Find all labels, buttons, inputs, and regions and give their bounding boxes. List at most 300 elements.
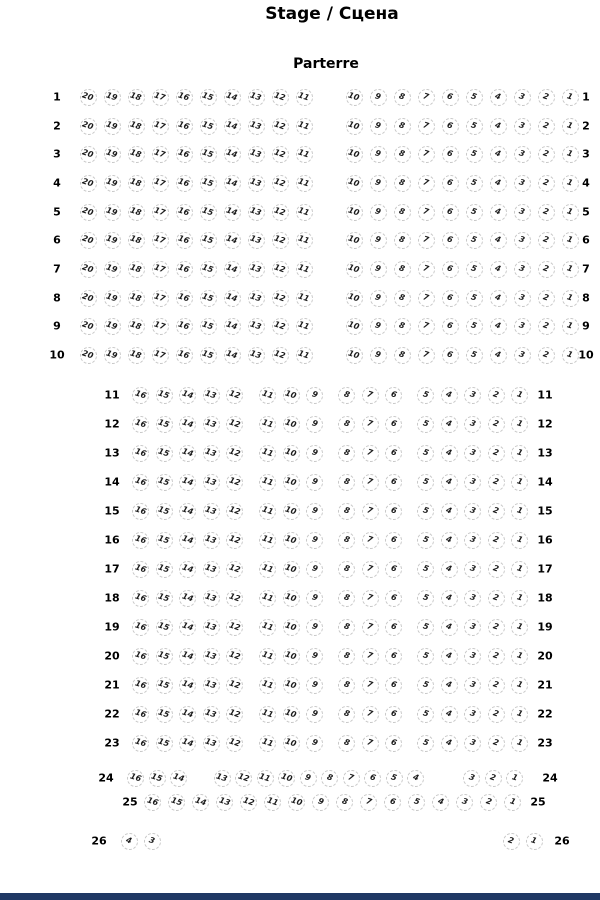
- seat-row6-1[interactable]: [562, 232, 579, 249]
- seat-row6-20[interactable]: [80, 232, 97, 249]
- seat-row12-4[interactable]: [441, 416, 458, 433]
- seat-row25-10[interactable]: [288, 794, 305, 811]
- seat-row10-13[interactable]: [248, 347, 265, 364]
- seat-row13-6[interactable]: [385, 445, 402, 462]
- seat-row19-11[interactable]: [259, 619, 276, 636]
- seat-row7-10[interactable]: [346, 261, 363, 278]
- seat-row5-14[interactable]: [224, 204, 241, 221]
- seat-row7-18[interactable]: [128, 261, 145, 278]
- seat-row4-1[interactable]: [562, 175, 579, 192]
- seat-row14-2[interactable]: [488, 474, 505, 491]
- seat-row17-8[interactable]: [338, 561, 355, 578]
- seat-row1-4[interactable]: [490, 89, 507, 106]
- seat-row22-7[interactable]: [362, 706, 379, 723]
- seat-row9-15[interactable]: [200, 318, 217, 335]
- seat-row14-4[interactable]: [441, 474, 458, 491]
- seat-row8-11[interactable]: [296, 290, 313, 307]
- seat-row11-6[interactable]: [385, 387, 402, 404]
- seat-row11-12[interactable]: [226, 387, 243, 404]
- seat-row2-20[interactable]: [80, 118, 97, 135]
- seat-row21-14[interactable]: [179, 677, 196, 694]
- seat-row25-14[interactable]: [192, 794, 209, 811]
- seat-row14-9[interactable]: [306, 474, 323, 491]
- seat-row23-6[interactable]: [385, 735, 402, 752]
- seat-row4-7[interactable]: [418, 175, 435, 192]
- seat-row11-13[interactable]: [203, 387, 220, 404]
- seat-row5-19[interactable]: [104, 204, 121, 221]
- seat-row19-5[interactable]: [417, 619, 434, 636]
- seat-row10-4[interactable]: [490, 347, 507, 364]
- seat-row23-15[interactable]: [156, 735, 173, 752]
- seat-row24-5[interactable]: [386, 770, 403, 787]
- seat-row20-10[interactable]: [283, 648, 300, 665]
- seat-row2-12[interactable]: [272, 118, 289, 135]
- seat-row17-2[interactable]: [488, 561, 505, 578]
- seat-row3-13[interactable]: [248, 146, 265, 163]
- seat-row7-16[interactable]: [176, 261, 193, 278]
- seat-row1-9[interactable]: [370, 89, 387, 106]
- seat-row17-6[interactable]: [385, 561, 402, 578]
- seat-row20-11[interactable]: [259, 648, 276, 665]
- seat-row9-1[interactable]: [562, 318, 579, 335]
- seat-row7-11[interactable]: [296, 261, 313, 278]
- seat-row3-2[interactable]: [538, 146, 555, 163]
- seat-row26-4[interactable]: [121, 833, 138, 850]
- seat-row23-13[interactable]: [203, 735, 220, 752]
- seat-row20-14[interactable]: [179, 648, 196, 665]
- seat-row4-18[interactable]: [128, 175, 145, 192]
- seat-row3-17[interactable]: [152, 146, 169, 163]
- seat-row25-12[interactable]: [240, 794, 257, 811]
- seat-row18-15[interactable]: [156, 590, 173, 607]
- seat-row24-6[interactable]: [364, 770, 381, 787]
- seat-row20-12[interactable]: [226, 648, 243, 665]
- seat-row13-16[interactable]: [132, 445, 149, 462]
- seat-row7-3[interactable]: [514, 261, 531, 278]
- seat-row2-15[interactable]: [200, 118, 217, 135]
- seat-row7-12[interactable]: [272, 261, 289, 278]
- seat-row2-4[interactable]: [490, 118, 507, 135]
- seat-row8-14[interactable]: [224, 290, 241, 307]
- seat-row21-11[interactable]: [259, 677, 276, 694]
- seat-row17-14[interactable]: [179, 561, 196, 578]
- seat-row9-20[interactable]: [80, 318, 97, 335]
- seat-row16-16[interactable]: [132, 532, 149, 549]
- seat-row9-17[interactable]: [152, 318, 169, 335]
- seat-row3-18[interactable]: [128, 146, 145, 163]
- seat-row14-11[interactable]: [259, 474, 276, 491]
- seat-row7-13[interactable]: [248, 261, 265, 278]
- seat-row5-1[interactable]: [562, 204, 579, 221]
- seat-row19-4[interactable]: [441, 619, 458, 636]
- seat-row13-4[interactable]: [441, 445, 458, 462]
- seat-row13-1[interactable]: [511, 445, 528, 462]
- seat-row15-3[interactable]: [464, 503, 481, 520]
- seat-row23-4[interactable]: [441, 735, 458, 752]
- seat-row4-2[interactable]: [538, 175, 555, 192]
- seat-row19-14[interactable]: [179, 619, 196, 636]
- seat-row22-4[interactable]: [441, 706, 458, 723]
- seat-row13-10[interactable]: [283, 445, 300, 462]
- seat-row25-9[interactable]: [312, 794, 329, 811]
- seat-row1-14[interactable]: [224, 89, 241, 106]
- seat-row8-13[interactable]: [248, 290, 265, 307]
- seat-row19-1[interactable]: [511, 619, 528, 636]
- seat-row6-16[interactable]: [176, 232, 193, 249]
- seat-row19-7[interactable]: [362, 619, 379, 636]
- seat-row2-3[interactable]: [514, 118, 531, 135]
- seat-row15-5[interactable]: [417, 503, 434, 520]
- seat-row22-3[interactable]: [464, 706, 481, 723]
- seat-row15-9[interactable]: [306, 503, 323, 520]
- seat-row20-15[interactable]: [156, 648, 173, 665]
- seat-row6-13[interactable]: [248, 232, 265, 249]
- seat-row19-16[interactable]: [132, 619, 149, 636]
- seat-row10-19[interactable]: [104, 347, 121, 364]
- seat-row4-17[interactable]: [152, 175, 169, 192]
- seat-row6-18[interactable]: [128, 232, 145, 249]
- seat-row1-8[interactable]: [394, 89, 411, 106]
- seat-row5-12[interactable]: [272, 204, 289, 221]
- seat-row15-10[interactable]: [283, 503, 300, 520]
- seat-row2-9[interactable]: [370, 118, 387, 135]
- seat-row1-1[interactable]: [562, 89, 579, 106]
- seat-row4-4[interactable]: [490, 175, 507, 192]
- seat-row14-14[interactable]: [179, 474, 196, 491]
- seat-row15-12[interactable]: [226, 503, 243, 520]
- seat-row3-20[interactable]: [80, 146, 97, 163]
- seat-row16-1[interactable]: [511, 532, 528, 549]
- seat-row16-3[interactable]: [464, 532, 481, 549]
- seat-row13-12[interactable]: [226, 445, 243, 462]
- seat-row17-10[interactable]: [283, 561, 300, 578]
- seat-row10-6[interactable]: [442, 347, 459, 364]
- seat-row12-10[interactable]: [283, 416, 300, 433]
- seat-row8-6[interactable]: [442, 290, 459, 307]
- seat-row10-14[interactable]: [224, 347, 241, 364]
- seat-row12-14[interactable]: [179, 416, 196, 433]
- seat-row24-8[interactable]: [321, 770, 338, 787]
- seat-row14-7[interactable]: [362, 474, 379, 491]
- seat-row12-12[interactable]: [226, 416, 243, 433]
- seat-row23-14[interactable]: [179, 735, 196, 752]
- seat-row3-10[interactable]: [346, 146, 363, 163]
- seat-row24-12[interactable]: [235, 770, 252, 787]
- seat-row10-7[interactable]: [418, 347, 435, 364]
- seat-row25-7[interactable]: [360, 794, 377, 811]
- seat-row7-14[interactable]: [224, 261, 241, 278]
- seat-row25-8[interactable]: [336, 794, 353, 811]
- seat-row4-8[interactable]: [394, 175, 411, 192]
- seat-row8-4[interactable]: [490, 290, 507, 307]
- seat-row16-15[interactable]: [156, 532, 173, 549]
- seat-row11-3[interactable]: [464, 387, 481, 404]
- seat-row3-19[interactable]: [104, 146, 121, 163]
- seat-row9-12[interactable]: [272, 318, 289, 335]
- seat-row23-12[interactable]: [226, 735, 243, 752]
- seat-row11-1[interactable]: [511, 387, 528, 404]
- seat-row23-11[interactable]: [259, 735, 276, 752]
- seat-row1-15[interactable]: [200, 89, 217, 106]
- seat-row22-11[interactable]: [259, 706, 276, 723]
- seat-row10-1[interactable]: [562, 347, 579, 364]
- seat-row3-15[interactable]: [200, 146, 217, 163]
- seat-row14-3[interactable]: [464, 474, 481, 491]
- seat-row17-4[interactable]: [441, 561, 458, 578]
- seat-row21-13[interactable]: [203, 677, 220, 694]
- seat-row14-12[interactable]: [226, 474, 243, 491]
- seat-row21-1[interactable]: [511, 677, 528, 694]
- seat-row21-7[interactable]: [362, 677, 379, 694]
- seat-row22-13[interactable]: [203, 706, 220, 723]
- seat-row8-3[interactable]: [514, 290, 531, 307]
- seat-row17-1[interactable]: [511, 561, 528, 578]
- seat-row10-8[interactable]: [394, 347, 411, 364]
- seat-row14-8[interactable]: [338, 474, 355, 491]
- seat-row2-1[interactable]: [562, 118, 579, 135]
- seat-row1-10[interactable]: [346, 89, 363, 106]
- seat-row6-19[interactable]: [104, 232, 121, 249]
- seat-row15-15[interactable]: [156, 503, 173, 520]
- seat-row14-16[interactable]: [132, 474, 149, 491]
- seat-row24-9[interactable]: [300, 770, 317, 787]
- seat-row14-6[interactable]: [385, 474, 402, 491]
- seat-row18-11[interactable]: [259, 590, 276, 607]
- seat-row3-12[interactable]: [272, 146, 289, 163]
- seat-row23-7[interactable]: [362, 735, 379, 752]
- seat-row6-9[interactable]: [370, 232, 387, 249]
- seat-row12-9[interactable]: [306, 416, 323, 433]
- seat-row24-14[interactable]: [170, 770, 187, 787]
- seat-row22-9[interactable]: [306, 706, 323, 723]
- seat-row10-12[interactable]: [272, 347, 289, 364]
- seat-row7-9[interactable]: [370, 261, 387, 278]
- seat-row8-8[interactable]: [394, 290, 411, 307]
- seat-row24-11[interactable]: [257, 770, 274, 787]
- seat-row17-3[interactable]: [464, 561, 481, 578]
- seat-row10-20[interactable]: [80, 347, 97, 364]
- seat-row9-16[interactable]: [176, 318, 193, 335]
- seat-row22-2[interactable]: [488, 706, 505, 723]
- seat-row16-12[interactable]: [226, 532, 243, 549]
- seat-row18-4[interactable]: [441, 590, 458, 607]
- seat-row21-16[interactable]: [132, 677, 149, 694]
- seat-row8-9[interactable]: [370, 290, 387, 307]
- seat-row2-7[interactable]: [418, 118, 435, 135]
- seat-row20-9[interactable]: [306, 648, 323, 665]
- seat-row7-17[interactable]: [152, 261, 169, 278]
- seat-row4-14[interactable]: [224, 175, 241, 192]
- seat-row10-5[interactable]: [466, 347, 483, 364]
- seat-row22-5[interactable]: [417, 706, 434, 723]
- seat-row13-5[interactable]: [417, 445, 434, 462]
- seat-row8-1[interactable]: [562, 290, 579, 307]
- seat-row12-5[interactable]: [417, 416, 434, 433]
- seat-row1-19[interactable]: [104, 89, 121, 106]
- seat-row11-16[interactable]: [132, 387, 149, 404]
- seat-row18-9[interactable]: [306, 590, 323, 607]
- seat-row13-15[interactable]: [156, 445, 173, 462]
- seat-row15-11[interactable]: [259, 503, 276, 520]
- seat-row1-17[interactable]: [152, 89, 169, 106]
- seat-row5-3[interactable]: [514, 204, 531, 221]
- seat-row6-6[interactable]: [442, 232, 459, 249]
- seat-row1-20[interactable]: [80, 89, 97, 106]
- seat-row24-16[interactable]: [127, 770, 144, 787]
- seat-row20-3[interactable]: [464, 648, 481, 665]
- seat-row2-16[interactable]: [176, 118, 193, 135]
- seat-row21-6[interactable]: [385, 677, 402, 694]
- seat-row20-13[interactable]: [203, 648, 220, 665]
- seat-row18-12[interactable]: [226, 590, 243, 607]
- seat-row1-6[interactable]: [442, 89, 459, 106]
- seat-row6-7[interactable]: [418, 232, 435, 249]
- seat-row9-19[interactable]: [104, 318, 121, 335]
- seat-row9-10[interactable]: [346, 318, 363, 335]
- seat-row20-2[interactable]: [488, 648, 505, 665]
- seat-row8-19[interactable]: [104, 290, 121, 307]
- seat-row2-13[interactable]: [248, 118, 265, 135]
- seat-row8-2[interactable]: [538, 290, 555, 307]
- seat-row10-18[interactable]: [128, 347, 145, 364]
- seat-row8-16[interactable]: [176, 290, 193, 307]
- seat-row17-5[interactable]: [417, 561, 434, 578]
- seat-row1-18[interactable]: [128, 89, 145, 106]
- seat-row17-7[interactable]: [362, 561, 379, 578]
- seat-row13-14[interactable]: [179, 445, 196, 462]
- seat-row17-11[interactable]: [259, 561, 276, 578]
- seat-row2-2[interactable]: [538, 118, 555, 135]
- seat-row16-8[interactable]: [338, 532, 355, 549]
- seat-row23-10[interactable]: [283, 735, 300, 752]
- seat-row8-10[interactable]: [346, 290, 363, 307]
- seat-row16-10[interactable]: [283, 532, 300, 549]
- seat-row7-2[interactable]: [538, 261, 555, 278]
- seat-row21-10[interactable]: [283, 677, 300, 694]
- seat-row26-3[interactable]: [144, 833, 161, 850]
- seat-row4-10[interactable]: [346, 175, 363, 192]
- seat-row9-4[interactable]: [490, 318, 507, 335]
- seat-row21-12[interactable]: [226, 677, 243, 694]
- seat-row11-7[interactable]: [362, 387, 379, 404]
- seat-row20-5[interactable]: [417, 648, 434, 665]
- seat-row2-10[interactable]: [346, 118, 363, 135]
- seat-row12-16[interactable]: [132, 416, 149, 433]
- seat-row25-1[interactable]: [504, 794, 521, 811]
- seat-row9-18[interactable]: [128, 318, 145, 335]
- seat-row21-3[interactable]: [464, 677, 481, 694]
- seat-row25-2[interactable]: [480, 794, 497, 811]
- seat-row11-8[interactable]: [338, 387, 355, 404]
- seat-row18-6[interactable]: [385, 590, 402, 607]
- seat-row6-12[interactable]: [272, 232, 289, 249]
- seat-row3-16[interactable]: [176, 146, 193, 163]
- seat-row15-8[interactable]: [338, 503, 355, 520]
- seat-row4-19[interactable]: [104, 175, 121, 192]
- seat-row25-15[interactable]: [168, 794, 185, 811]
- seat-row12-7[interactable]: [362, 416, 379, 433]
- seat-row16-5[interactable]: [417, 532, 434, 549]
- seat-row22-8[interactable]: [338, 706, 355, 723]
- seat-row8-18[interactable]: [128, 290, 145, 307]
- seat-row8-15[interactable]: [200, 290, 217, 307]
- seat-row4-9[interactable]: [370, 175, 387, 192]
- seat-row15-1[interactable]: [511, 503, 528, 520]
- seat-row1-3[interactable]: [514, 89, 531, 106]
- seat-row7-6[interactable]: [442, 261, 459, 278]
- seat-row8-7[interactable]: [418, 290, 435, 307]
- seat-row18-14[interactable]: [179, 590, 196, 607]
- seat-row9-5[interactable]: [466, 318, 483, 335]
- seat-row19-9[interactable]: [306, 619, 323, 636]
- seat-row11-5[interactable]: [417, 387, 434, 404]
- seat-row22-1[interactable]: [511, 706, 528, 723]
- seat-row21-4[interactable]: [441, 677, 458, 694]
- seat-row1-11[interactable]: [296, 89, 313, 106]
- seat-row25-3[interactable]: [456, 794, 473, 811]
- seat-row12-8[interactable]: [338, 416, 355, 433]
- seat-row17-15[interactable]: [156, 561, 173, 578]
- seat-row14-5[interactable]: [417, 474, 434, 491]
- seat-row5-10[interactable]: [346, 204, 363, 221]
- seat-row6-15[interactable]: [200, 232, 217, 249]
- seat-row19-2[interactable]: [488, 619, 505, 636]
- seat-row11-9[interactable]: [306, 387, 323, 404]
- seat-row9-7[interactable]: [418, 318, 435, 335]
- seat-row23-2[interactable]: [488, 735, 505, 752]
- seat-row16-13[interactable]: [203, 532, 220, 549]
- seat-row18-7[interactable]: [362, 590, 379, 607]
- seat-row10-11[interactable]: [296, 347, 313, 364]
- seat-row22-16[interactable]: [132, 706, 149, 723]
- seat-row1-16[interactable]: [176, 89, 193, 106]
- seat-row25-16[interactable]: [144, 794, 161, 811]
- seat-row2-18[interactable]: [128, 118, 145, 135]
- seat-row18-5[interactable]: [417, 590, 434, 607]
- seat-row12-13[interactable]: [203, 416, 220, 433]
- seat-row22-10[interactable]: [283, 706, 300, 723]
- seat-row1-7[interactable]: [418, 89, 435, 106]
- seat-row5-6[interactable]: [442, 204, 459, 221]
- seat-row3-5[interactable]: [466, 146, 483, 163]
- seat-row13-9[interactable]: [306, 445, 323, 462]
- seat-row10-3[interactable]: [514, 347, 531, 364]
- seat-row24-4[interactable]: [407, 770, 424, 787]
- seat-row19-8[interactable]: [338, 619, 355, 636]
- seat-row2-5[interactable]: [466, 118, 483, 135]
- seat-row18-16[interactable]: [132, 590, 149, 607]
- seat-row17-9[interactable]: [306, 561, 323, 578]
- seat-row26-1[interactable]: [526, 833, 543, 850]
- seat-row8-12[interactable]: [272, 290, 289, 307]
- seat-row24-3[interactable]: [463, 770, 480, 787]
- seat-row18-13[interactable]: [203, 590, 220, 607]
- seat-row23-3[interactable]: [464, 735, 481, 752]
- seat-row25-11[interactable]: [264, 794, 281, 811]
- seat-row16-11[interactable]: [259, 532, 276, 549]
- seat-row5-18[interactable]: [128, 204, 145, 221]
- seat-row4-11[interactable]: [296, 175, 313, 192]
- seat-row19-3[interactable]: [464, 619, 481, 636]
- seat-row16-2[interactable]: [488, 532, 505, 549]
- seat-row3-3[interactable]: [514, 146, 531, 163]
- seat-row1-2[interactable]: [538, 89, 555, 106]
- seat-row5-8[interactable]: [394, 204, 411, 221]
- seat-row10-15[interactable]: [200, 347, 217, 364]
- seat-row25-4[interactable]: [432, 794, 449, 811]
- seat-row25-5[interactable]: [408, 794, 425, 811]
- seat-row19-6[interactable]: [385, 619, 402, 636]
